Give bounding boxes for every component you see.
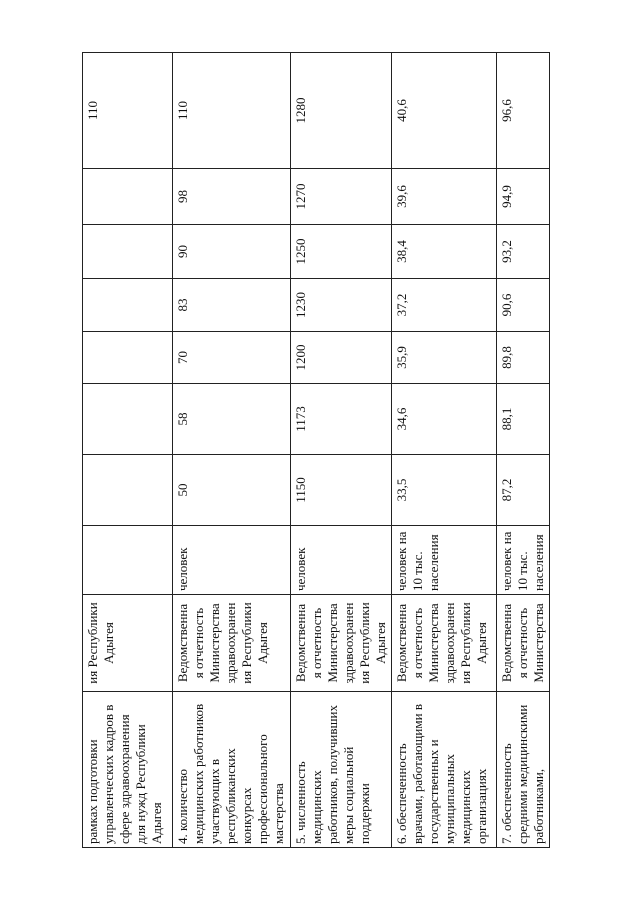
data-source-cell-line: Адыгея: [373, 622, 388, 664]
value-cell: 87,2: [497, 455, 550, 526]
data-source-cell-line: Министерства: [426, 603, 441, 683]
indicator-name-cell-line: сфере здравоохранения: [117, 714, 132, 844]
indicator-name-cell: [83, 692, 173, 848]
data-source-cell-line: Министерства: [531, 603, 546, 683]
unit-cell: [291, 526, 392, 595]
indicator-name-cell-line: работниками,: [531, 768, 546, 844]
value-cell: 33,5: [392, 455, 497, 526]
indicator-name-cell-line: муниципальных: [442, 753, 457, 844]
unit-cell-line: населения: [531, 534, 546, 591]
indicator-name-cell-line: участвующих в: [207, 758, 222, 844]
value-cell: 39,6: [392, 169, 497, 225]
data-source-cell-line: Министерства: [207, 603, 222, 683]
value-cell: 38,4: [392, 225, 497, 279]
value-cell: [83, 279, 173, 332]
indicator-name-cell-line: мастерства: [271, 783, 286, 844]
data-source-cell-line: Ведомственна: [499, 603, 514, 683]
value-cell: 37,2: [392, 279, 497, 332]
value-cell: [83, 332, 173, 384]
value-cell: 1250: [291, 225, 392, 279]
value-cell: 1150: [291, 455, 392, 526]
data-source-cell-line: здравоохранен: [341, 602, 356, 684]
value-cell: 34,6: [392, 384, 497, 455]
indicator-name-cell-line: государственных и: [426, 739, 441, 844]
value-cell: 70: [173, 332, 291, 384]
data-source-cell: [497, 595, 550, 692]
data-source-cell-line: я отчетность: [410, 607, 425, 679]
rotated-table-container: [82, 53, 546, 848]
data-source-cell-line: здравоохранен: [223, 602, 238, 684]
indicator-name-cell-line: поддержки: [357, 783, 372, 844]
unit-cell: [83, 526, 173, 595]
indicators-table: [82, 52, 550, 848]
data-source-cell-line: ия Республики: [458, 602, 473, 684]
indicator-name-cell-line: медицинских: [458, 770, 473, 844]
indicator-name-cell-line: конкурсах: [239, 787, 254, 844]
indicator-name-cell-line: профессионального: [255, 734, 270, 844]
indicator-name-cell-line: врачами, работающими в: [410, 704, 425, 844]
data-source-cell-line: я отчетность: [515, 607, 530, 679]
value-cell: 90,6: [497, 279, 550, 332]
indicator-name-cell-line: рамках подготовки: [85, 739, 100, 844]
data-source-cell-line: здравоохранен: [442, 602, 457, 684]
table-row: [291, 53, 392, 848]
data-source-cell-line: Ведомственна: [293, 603, 308, 683]
indicator-name-cell-line: 5. численность: [293, 761, 308, 844]
value-cell: 1280: [291, 53, 392, 169]
data-source-cell: [392, 595, 497, 692]
value-cell: 89,8: [497, 332, 550, 384]
value-cell: 94,9: [497, 169, 550, 225]
data-source-cell: [83, 595, 173, 692]
value-cell: 58: [173, 384, 291, 455]
indicator-name-cell-line: работников, получивших: [325, 705, 340, 844]
value-cell: 110: [173, 53, 291, 169]
value-cell: 1200: [291, 332, 392, 384]
value-cell: 1173: [291, 384, 392, 455]
unit-cell: [392, 526, 497, 595]
value-cell: 1230: [291, 279, 392, 332]
value-cell: 1270: [291, 169, 392, 225]
indicator-name-cell-line: 7. обеспеченность: [499, 743, 514, 844]
data-source-cell-line: Адыгея: [101, 622, 116, 664]
indicator-name-cell-line: республиканских: [223, 748, 238, 844]
indicator-name-cell-line: меры социальной: [341, 746, 356, 844]
data-source-cell: [173, 595, 291, 692]
value-cell: 50: [173, 455, 291, 526]
value-cell: 40,6: [392, 53, 497, 169]
unit-cell-line: человек на: [499, 531, 514, 591]
value-cell: 90: [173, 225, 291, 279]
unit-cell: [497, 526, 550, 595]
indicator-name-cell-line: Адыгея: [149, 802, 164, 844]
unit-cell-line: человек: [175, 547, 190, 591]
indicator-name-cell-line: организациях: [474, 768, 489, 844]
data-source-cell-line: Ведомственна: [175, 603, 190, 683]
value-cell: [83, 384, 173, 455]
indicator-name-cell-line: 6. обеспеченность: [394, 743, 409, 844]
indicator-name-cell-line: медицинских: [309, 770, 324, 844]
unit-cell-line: человек: [293, 547, 308, 591]
indicator-name-cell: [291, 692, 392, 848]
data-source-cell-line: Министерства: [325, 603, 340, 683]
data-source-cell: [291, 595, 392, 692]
data-source-cell-line: ия Республики: [357, 602, 372, 684]
value-cell: [83, 225, 173, 279]
data-source-cell-line: ия Республики: [239, 602, 254, 684]
indicator-name-cell: [497, 692, 550, 848]
indicator-name-cell-line: медицинских работников: [191, 703, 206, 844]
indicator-name-cell-line: управленческих кадров в: [101, 704, 116, 844]
unit-cell-line: населения: [426, 534, 441, 591]
value-cell: 35,9: [392, 332, 497, 384]
value-cell: [83, 169, 173, 225]
indicator-name-cell-line: для нужд Республики: [133, 724, 148, 844]
data-source-cell-line: Ведомственна: [394, 603, 409, 683]
value-cell: 88,1: [497, 384, 550, 455]
value-cell: 110: [83, 53, 173, 169]
value-cell: 83: [173, 279, 291, 332]
value-cell: 93,2: [497, 225, 550, 279]
data-source-cell-line: Адыгея: [255, 622, 270, 664]
unit-cell: [173, 526, 291, 595]
table-row: [392, 53, 497, 848]
table-row: [497, 53, 550, 848]
value-cell: 96,6: [497, 53, 550, 169]
data-source-cell-line: ия Республики: [85, 602, 100, 684]
table-row: [173, 53, 291, 848]
unit-cell-line: человек на: [394, 531, 409, 591]
value-cell: 98: [173, 169, 291, 225]
value-cell: [83, 455, 173, 526]
data-source-cell-line: Адыгея: [474, 622, 489, 664]
table-body: [83, 53, 550, 848]
data-source-cell-line: я отчетность: [191, 607, 206, 679]
indicator-name-cell-line: средними медицинскими: [515, 704, 530, 844]
indicator-name-cell: [392, 692, 497, 848]
table-row: [83, 53, 173, 848]
data-source-cell-line: я отчетность: [309, 607, 324, 679]
unit-cell-line: 10 тыс.: [515, 551, 530, 591]
unit-cell-line: 10 тыс.: [410, 551, 425, 591]
indicator-name-cell: [173, 692, 291, 848]
indicator-name-cell-line: 4. количество: [175, 768, 190, 844]
